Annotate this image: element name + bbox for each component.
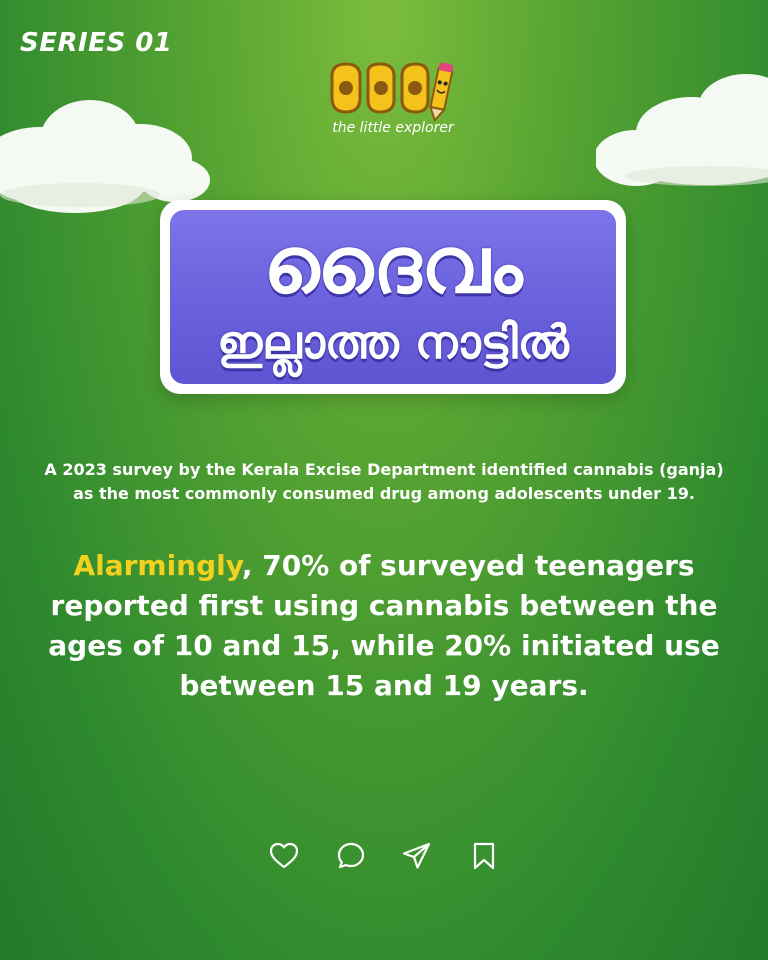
cloud-left-illustration: [0, 70, 210, 220]
share-button[interactable]: [399, 838, 435, 874]
title-line-1: ദൈവം: [263, 221, 523, 311]
post-actions: [266, 836, 502, 876]
highlight-word: Alarmingly: [73, 549, 242, 582]
brand-tagline: the little explorer: [332, 120, 454, 136]
title-card-inner: [170, 210, 616, 384]
heart-icon: [268, 840, 300, 872]
title-card: [160, 200, 626, 394]
pencil-mascot-icon: [324, 58, 464, 122]
like-button[interactable]: [266, 838, 302, 874]
cloud-right-illustration: [596, 58, 768, 198]
intro-text: A 2023 survey by the Kerala Excise Department identified cannabis (ganja) as the most commonly consumed drug among adolescents under 19.: [44, 460, 724, 503]
main-statement: [40, 546, 728, 706]
send-icon: [401, 840, 433, 872]
save-button[interactable]: [466, 838, 502, 874]
comment-icon: [335, 840, 367, 872]
main-statement-rest: , 70% of surveyed teenagers reported first using cannabis between the ages of 10 and 15, while 20% initiated use between 15 and 19 years.: [48, 549, 720, 702]
brand-logo: [318, 58, 468, 148]
series-label: SERIES 01: [20, 28, 173, 58]
comment-button[interactable]: [333, 838, 369, 874]
title-line-2: ഇല്ലാത്ത നാട്ടിൽ: [217, 315, 569, 369]
bookmark-icon: [468, 840, 500, 872]
